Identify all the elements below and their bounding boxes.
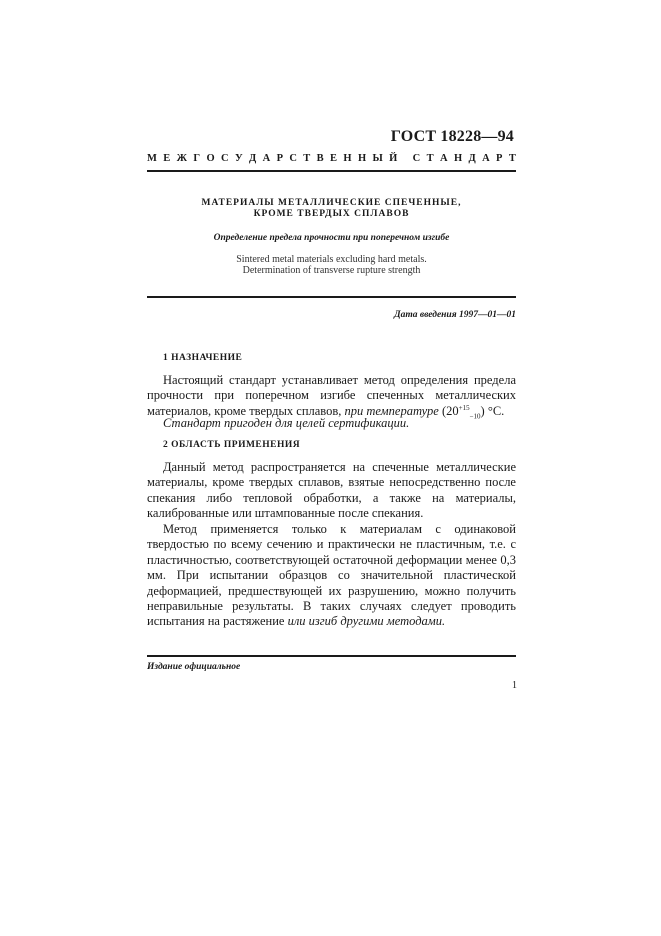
document-subtitle: Определение предела прочности при поперечном изгибе — [213, 233, 450, 243]
banner-letter: Й — [389, 153, 398, 164]
banner-letter: Ж — [176, 153, 188, 164]
temperature-unit: ) °С. — [480, 403, 505, 418]
introduction-date: Дата введения 1997—01—01 — [394, 310, 516, 320]
document-title — [147, 198, 516, 220]
banner-letter: Т — [303, 153, 311, 164]
banner-letter: Р — [276, 153, 283, 164]
bottom-rule — [147, 655, 516, 657]
banner-letter: С — [289, 153, 297, 164]
banner-letter: У — [234, 153, 243, 164]
english-title — [147, 254, 516, 276]
middle-rule — [147, 296, 516, 298]
english-title-line-2: Determination of transverse rupture strength — [242, 265, 421, 276]
banner-letter: Е — [163, 153, 171, 164]
document-number: ГОСТ 18228—94 — [390, 128, 514, 145]
banner-letter: С — [220, 153, 229, 164]
page-number: 1 — [512, 680, 517, 691]
banner-letter: С — [412, 153, 421, 164]
section-2-heading: 2 ОБЛАСТЬ ПРИМЕНЕНИЯ — [163, 440, 301, 450]
banner-letter: Ы — [372, 153, 383, 164]
banner-letter: А — [262, 153, 271, 164]
tolerance-lower: −10 — [469, 412, 481, 421]
banner-letter: Н — [357, 153, 367, 164]
section-1-heading: 1 НАЗНАЧЕНИЕ — [163, 353, 243, 363]
banner-letter: А — [482, 153, 490, 164]
temperature-value: (20 — [441, 403, 459, 418]
top-rule — [147, 170, 516, 172]
banner-letter: Т — [426, 153, 434, 164]
banner-letter: Д — [468, 153, 476, 164]
title-line-2: КРОМЕ ТВЕРДЫХ СПЛАВОВ — [253, 209, 410, 219]
banner-letter: Е — [330, 153, 338, 164]
section-1-para-1-text: Настоящий стандарт устанавливает метод определения предела прочности при поперечном изгибе спеченных металлических материалов, кроме твердых сплавов, — [147, 373, 516, 418]
banner-letter: Н — [453, 153, 463, 164]
section-2-para-2-italic: или изгиб другими методами. — [287, 614, 446, 629]
banner-letter: Д — [249, 153, 257, 164]
banner-letter: Н — [343, 153, 352, 164]
tolerance-upper: +15 — [458, 403, 470, 412]
banner-letter: Р — [496, 153, 503, 164]
banner-letter: О — [206, 153, 215, 164]
banner-letter — [404, 153, 407, 164]
english-title-line-1: Sintered metal materials excluding hard metals. — [236, 254, 427, 265]
interstate-standard-banner — [147, 153, 516, 164]
banner-letter: Т — [508, 153, 516, 164]
section-1-para-1-italic: при температуре — [344, 403, 439, 418]
section-2-paragraph-2 — [147, 522, 516, 630]
section-1-para-2-italic: Стандарт пригоден для целей сертификации. — [163, 416, 410, 430]
banner-letter: В — [316, 153, 324, 164]
banner-letter: Г — [193, 153, 201, 164]
section-2-para-2-text: Метод применяется только к материалам с одинаковой твердостью по всему сечению и практически не пластичным, т.е. с пластичностью, соответствующей остаточной деформации менее 0,3 мм. При испытании образцов со значительной пластической деформацией, предшествующей их разрушению, можно получить неправильные результаты. В таких случаях следует проводить испытания на растяжение — [147, 522, 516, 629]
section-1-paragraph-2 — [147, 416, 516, 431]
title-line-1: МАТЕРИАЛЫ МЕТАЛЛИЧЕСКИЕ СПЕЧЕННЫЕ, — [201, 198, 462, 208]
banner-letter: М — [147, 153, 157, 164]
edition-label: Издание официальное — [147, 662, 241, 672]
section-2-paragraph-1: Данный метод распространяется на спеченные металлические материалы, кроме твердых сплавов, взятые непосредственно после спекания либо тепловой обработки, а также на материалы, калиброванные или штампованные после спекания. — [147, 460, 516, 521]
banner-letter: А — [440, 153, 448, 164]
